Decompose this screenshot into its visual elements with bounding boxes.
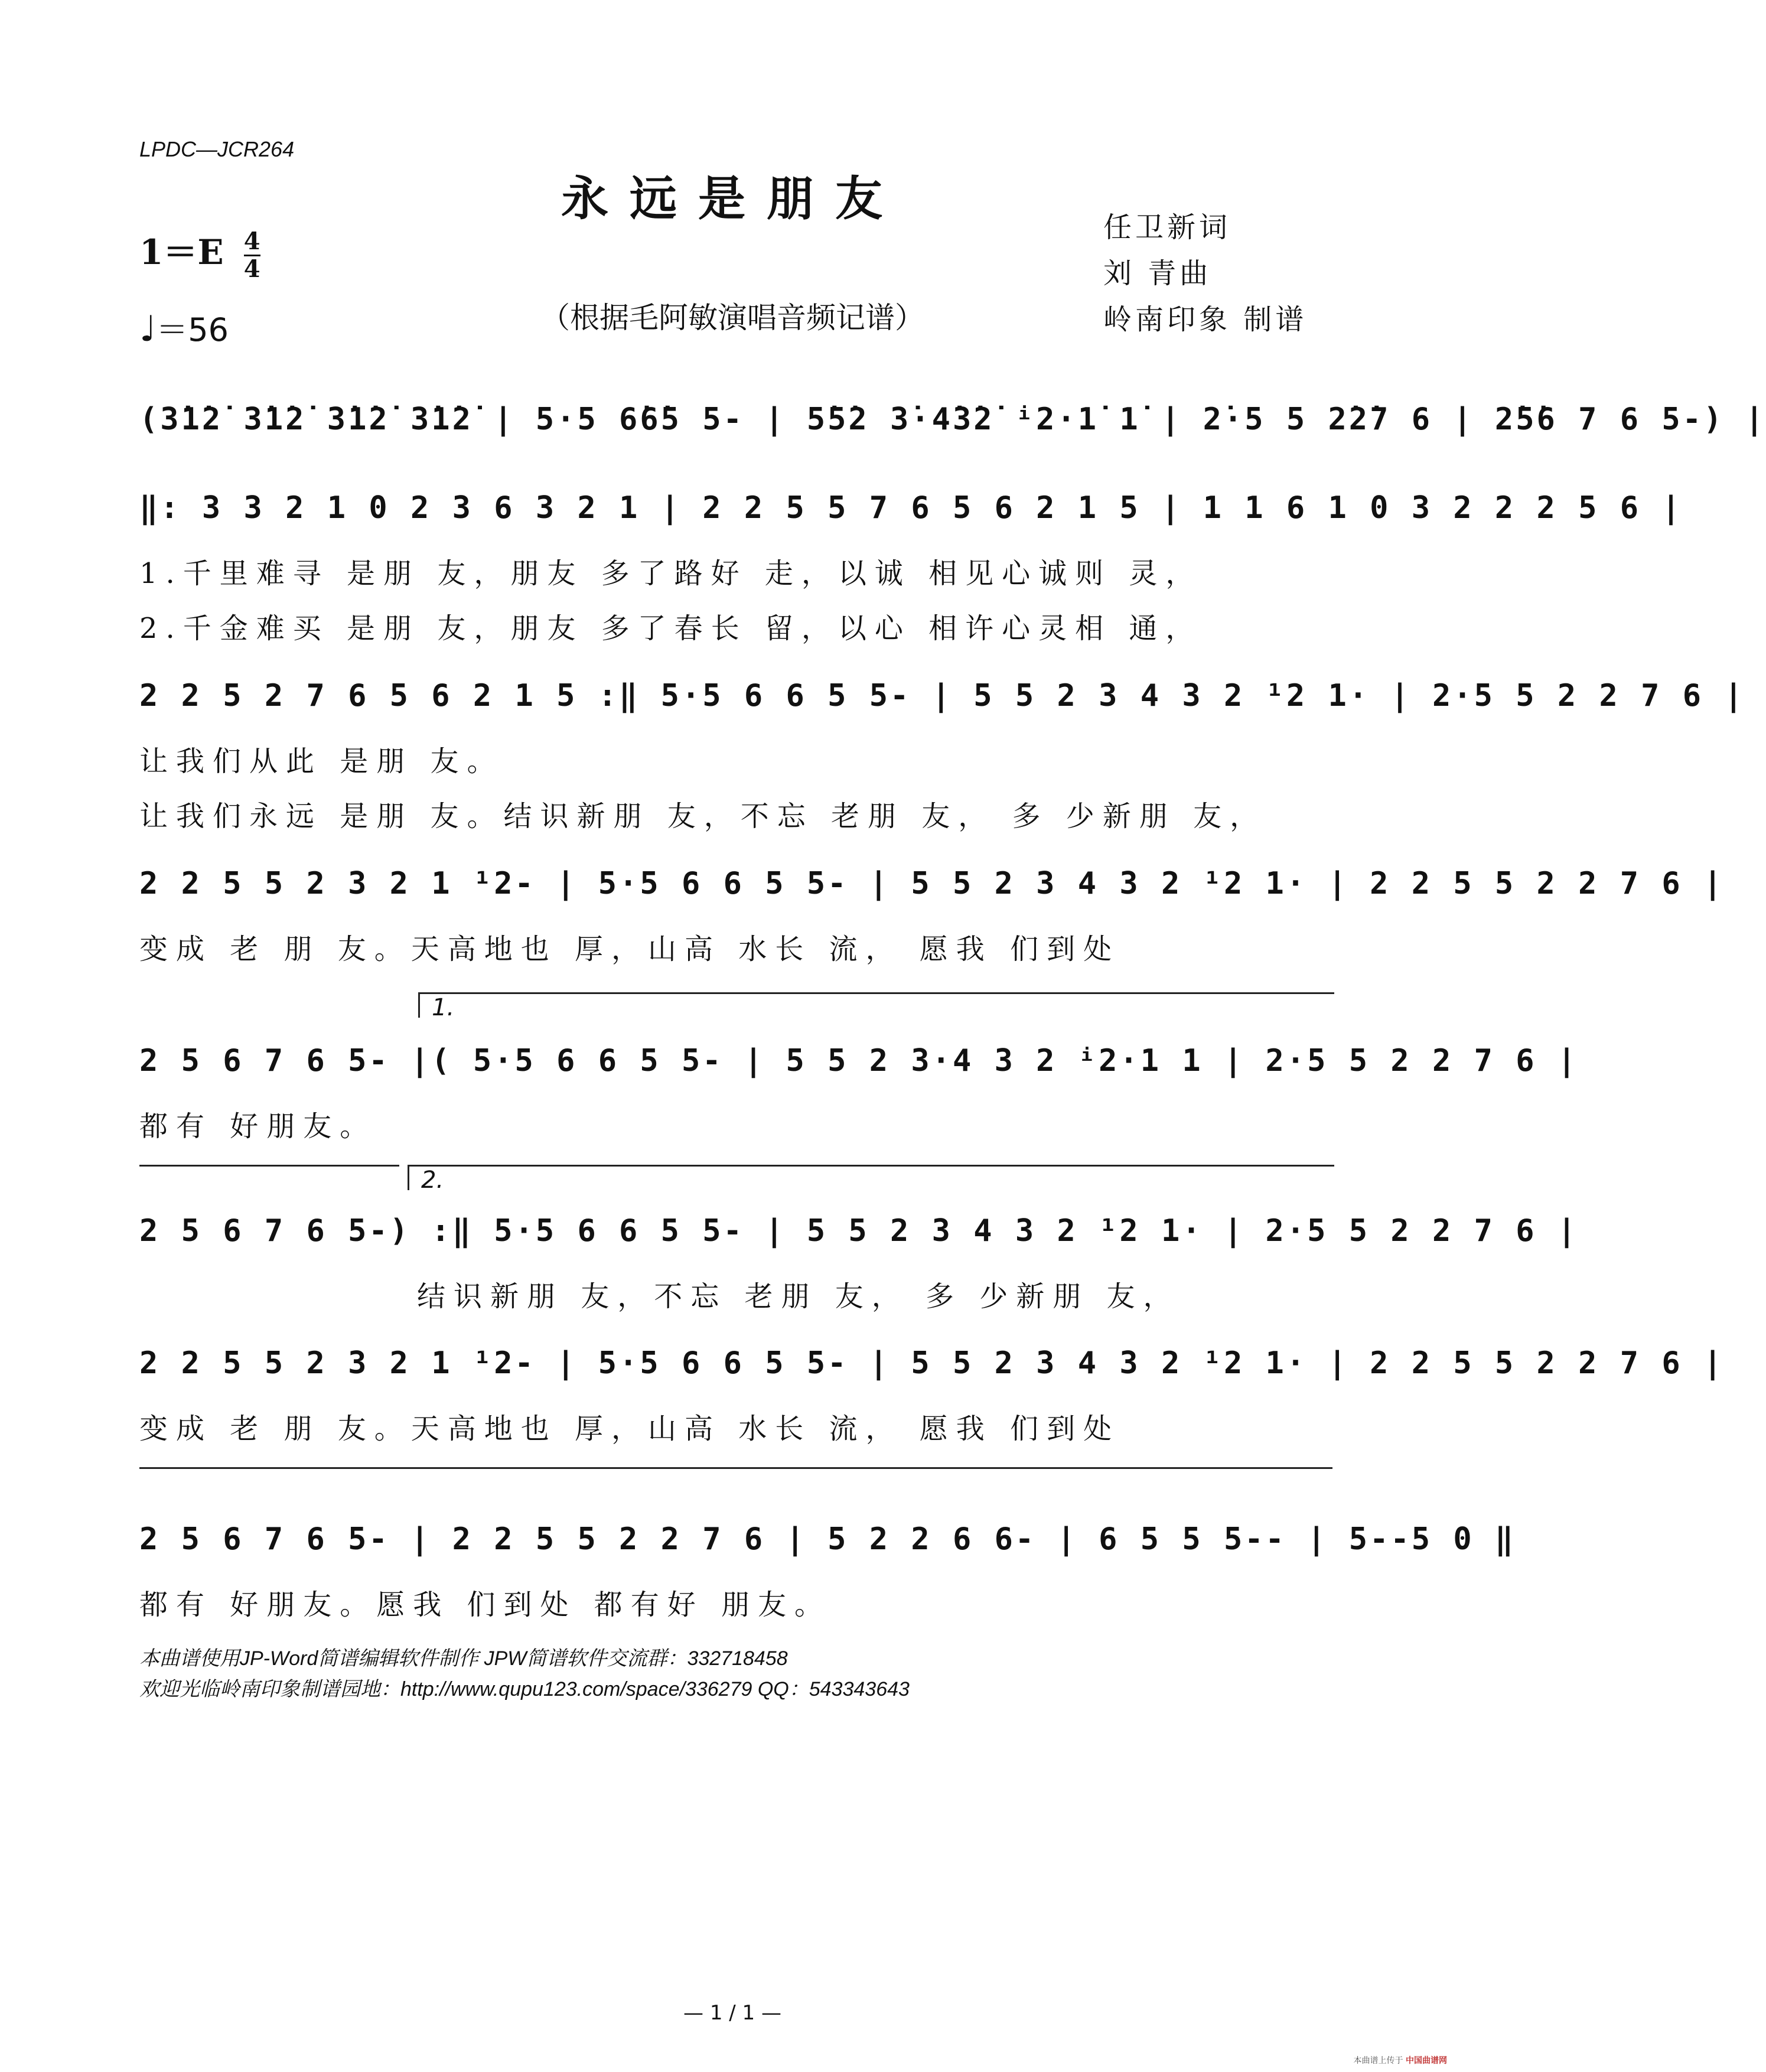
notes-line: 2 5 6 7 6 5- |( 5·5 6 6 5 5- | 5 5 2 3·4 3 2 ⁱ2·1 1 | 2·5 5 2 2 7 6 | [139, 1043, 1579, 1079]
notes-line: (3̇1̇2̇ 3̇1̇2̇ 3̇1̇2̇ 3̇1̇2̇ | 5·5 6̇6̇5 5- | 5̇5̇2 3̇·4̇3̇2̇ ⁱ2·1̇ 1̇ | 2̇·5 5 2̇2̇7 6 | 2̇5̇6 7 6 5-) | [139, 402, 1766, 437]
footer-line-1: 本曲谱使用JP-Word简谱编辑软件制作 JPW简谱软件交流群：332718458 [139, 1647, 788, 1670]
staff-line-1 [139, 402, 1766, 437]
lyric-verse-1: 结识新朋 友，不忘 老朋 友， 多 少新朋 友， [417, 1280, 1180, 1313]
staff-line-6 [139, 1213, 1579, 1314]
volta-bracket-1 [418, 992, 1334, 1021]
lyric-verse-1: 让我们从此 是朋 友。 [139, 745, 504, 778]
notes-line: 2 2 5 5 2 3 2 1 ¹2- | 5·5 6 6 5 5- | 5 5 2 3 4 3 2 ¹2 1· | 2 2 5 5 2 2 7 6 | [139, 866, 1725, 901]
notes-line: 2 5 6 7 6 5- | 2 2 5 5 2 2 7 6 | 5 2 2 6 6- | 6 5 5 5-- | 5--5 0 ‖ [139, 1522, 1516, 1557]
key-label: 1＝E [139, 232, 224, 272]
lyricist: 任卫新词 [1103, 211, 1231, 244]
notes-line: 2 5 6 7 6 5-) :‖ 5·5 6 6 5 5- | 5 5 2 3 4 3 2 ¹2 1· | 2·5 5 2 2 7 6 | [139, 1213, 1579, 1249]
watermark [1354, 2054, 1447, 2066]
footer-line-2: 欢迎光临岭南印象制谱园地：http://www.qupu123.com/space/336279 QQ：543343643 [139, 1678, 910, 1700]
lyric-verse-2: 2.千金难买 是朋 友，朋友 多了春长 留，以心 相许心灵相 通， [139, 612, 1203, 645]
volta-label: 1. [432, 994, 455, 1021]
staff-line-5 [139, 1043, 1579, 1144]
watermark-brand: 中国曲谱网 [1406, 2056, 1447, 2066]
arranger: 岭南印象 制谱 [1103, 303, 1308, 336]
score-code: LPDC—JCR264 [139, 137, 295, 161]
lyric-verse-2: 让我们永远 是朋 友。结识新朋 友，不忘 老朋 友， 多 少新朋 友， [139, 800, 1267, 833]
time-signature [244, 229, 260, 282]
staff-line-3 [139, 678, 1745, 834]
volta-continuation [139, 1165, 399, 1167]
quarter-note-icon: ♩ [139, 308, 157, 350]
lyric-verse-1: 都有 好朋友。 [139, 1110, 377, 1143]
lyric-verse-1: 变成 老 朋 友。天高地也 厚，山高 水长 流， 愿我 们到处 [139, 933, 1120, 966]
staff-line-7 [139, 1346, 1725, 1447]
notes-line: 2 2 5 5 2 3 2 1 ¹2- | 5·5 6 6 5 5- | 5 5 2 3 4 3 2 ¹2 1· | 2 2 5 5 2 2 7 6 | [139, 1346, 1725, 1381]
staff-line-4 [139, 866, 1725, 967]
tempo-value: ＝56 [156, 311, 229, 348]
lyric-verse-1: 1.千里难寻 是朋 友，朋友 多了路好 走，以诚 相见心诚则 灵， [139, 557, 1203, 590]
meter-bottom: 4 [243, 255, 260, 283]
notes-line: ‖: 3 3 2 1 0 2 3 6 3 2 1 | 2 2 5 5 7 6 5 6 2 1 5 | 1 1 6 1 0 3 2 2 2 5 6 | [139, 490, 1683, 526]
volta-label: 2. [421, 1167, 444, 1194]
final-bracket [139, 1467, 1332, 1469]
composer: 刘 青曲 [1103, 257, 1212, 290]
staff-line-8 [139, 1522, 1516, 1623]
key-signature [139, 224, 260, 282]
volta-bracket-2 [408, 1165, 1334, 1194]
subtitle: （根据毛阿敏演唱音频记谱） [540, 301, 924, 335]
lyric-verse-1: 变成 老 朋 友。天高地也 厚，山高 水长 流， 愿我 们到处 [139, 1412, 1120, 1445]
lyric-verse-1: 都有 好朋友。愿我 们到处 都有好 朋友。 [139, 1588, 832, 1621]
staff-line-2 [139, 490, 1683, 646]
watermark-text: 本曲谱上传于 [1353, 2056, 1403, 2066]
song-title: 永远是朋友 [561, 171, 904, 226]
tempo-marking [139, 305, 229, 350]
credits [1103, 204, 1307, 343]
notes-line: 2 2 5 2 7 6 5 6 2 1 5 :‖ 5·5 6 6 5 5- | 5 5 2 3 4 3 2 ¹2 1· | 2·5 5 2 2 7 6 | [139, 678, 1745, 714]
page-number: — 1 / 1 — [683, 2001, 781, 2025]
meter-top: 4 [243, 227, 260, 255]
